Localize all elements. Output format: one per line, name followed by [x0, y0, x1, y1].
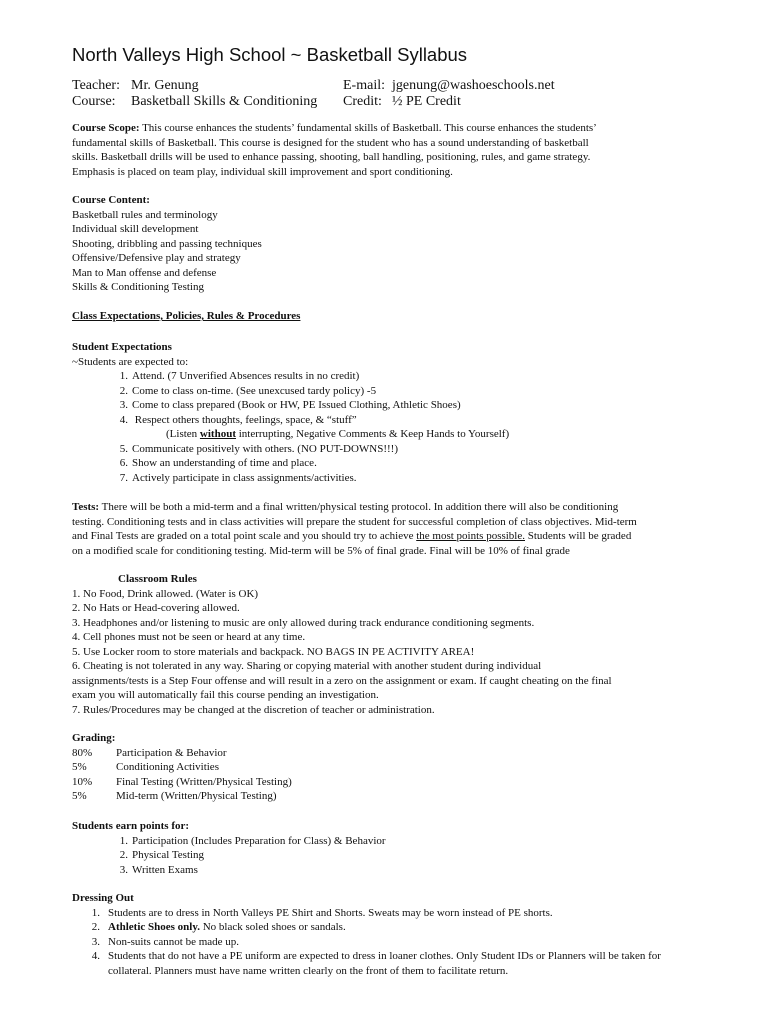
course-name: Basketball Skills & Conditioning — [131, 94, 318, 109]
expectation-item: 6. Show an understanding of time and place. — [119, 457, 317, 469]
expectation-item: 2. Come to class on-time. (See unexcused tardy policy) -5 — [119, 384, 377, 397]
course-content — [72, 193, 722, 295]
dressing-item-continued: collateral. Planners must have name written clearly on the front of them to facilitate return. — [108, 964, 509, 977]
grading-heading: Grading: — [72, 732, 116, 744]
rule-line: 4. Cell phones must not be seen or heard at any time. — [72, 631, 306, 643]
expectation-item: 1. Attend. (7 Unverified Absences results in no credit) — [119, 370, 360, 382]
course-label: Course: — [72, 94, 116, 109]
teacher-label: Teacher: — [72, 78, 120, 93]
rule-line: 2. No Hats or Head-covering allowed. — [72, 602, 240, 614]
course-scope — [72, 121, 722, 179]
content-item: Shooting, dribbling and passing techniques — [72, 237, 262, 250]
grading-row: 10% Final Testing (Written/Physical Testing) — [72, 775, 292, 788]
credit-value: ½ PE Credit — [392, 94, 461, 109]
grading-row: 5% Mid-term (Written/Physical Testing) — [72, 790, 277, 802]
dressing-item: 1. Students are to dress in North Valleys PE Shirt and Shorts. Sweats may be worn instead of PE shorts. — [91, 906, 553, 919]
content-item: Skills & Conditioning Testing — [72, 281, 204, 293]
grading-row: 5% Conditioning Activities — [72, 761, 219, 773]
content-item: Man to Man offense and defense — [72, 266, 217, 279]
rule-line: 1. No Food, Drink allowed. (Water is OK) — [72, 587, 259, 600]
dressing-out — [72, 891, 732, 978]
expectation-item: 7. Actively participate in class assignments/activities. — [119, 471, 357, 484]
classroom-rules — [72, 572, 722, 717]
tests-line: Tests: There will be both a mid-term and a final written/physical testing protocol. In addition there will also be conditioning — [72, 501, 619, 513]
points-item: 3. Written Exams — [119, 863, 198, 876]
rule-line: 5. Use Locker room to store materials and backpack. NO BAGS IN PE ACTIVITY AREA! — [72, 645, 475, 658]
page-title: North Valleys High School ~ Basketball Syllabus — [72, 44, 468, 65]
content-item: Individual skill development — [72, 223, 199, 235]
expectations-intro: ~Students are expected to: — [72, 355, 189, 368]
tests-heading: Tests: — [72, 501, 100, 513]
email-label: E-mail: — [343, 78, 385, 93]
rule-line: 3. Headphones and/or listening to music are only allowed during track endurance conditioning segments. — [72, 616, 535, 629]
teacher-name: Mr. Genung — [131, 78, 199, 93]
dressing-item: 4. Students that do not have a PE uniform are expected to dress in loaner clothes. Only Student IDs or Planners will be taken for — [91, 950, 661, 962]
content-heading: Course Content: — [72, 194, 150, 206]
dressing-item: 2. Athletic Shoes only. No black soled shoes or sandals. — [91, 921, 346, 933]
expectations-heading: Student Expectations — [72, 341, 172, 353]
rule-line: assignments/tests is a Step Four offense and will result in a zero on the assignment or exam. If caught cheating on the final — [72, 674, 612, 687]
scope-line: fundamental skills of Basketball. This course is designed for the student who has a sound understanding of basketball — [72, 136, 589, 149]
expectation-subnote: (Listen without interrupting, Negative Comments & Keep Hands to Yourself) — [166, 428, 510, 440]
dressing-heading: Dressing Out — [72, 892, 134, 904]
grading-section — [72, 731, 722, 804]
content-item: Offensive/Defensive play and strategy — [72, 252, 241, 264]
student-expectations — [72, 340, 722, 485]
credit-label: Credit: — [343, 94, 382, 109]
grading-row: 80% Participation & Behavior — [72, 746, 227, 759]
points-item: 1. Participation (Includes Preparation for Class) & Behavior — [119, 834, 386, 847]
rules-heading: Classroom Rules — [118, 573, 197, 585]
points-heading: Students earn points for: — [72, 820, 190, 832]
scope-line: Course Scope: This course enhances the students’ fundamental skills of Basketball. This course enhances the students’ — [72, 122, 597, 134]
points-section — [72, 819, 722, 877]
dressing-item: 3. Non-suits cannot be made up. — [91, 935, 240, 948]
tests-line: testing. Conditioning tests and in class activities will prepare the student for successful completion of class objectives. Mid-term — [72, 515, 637, 528]
tests-line: and Final Tests are graded on a total point scale and you should try to achieve the most points possible. Students will be graded — [72, 530, 632, 542]
scope-line: skills. Basketball drills will be used to enhance passing, shooting, ball handling, positioning, rules, and game strategy. — [72, 151, 591, 163]
expectation-item: 5. Communicate positively with others. (NO PUT-DOWNS!!!) — [119, 442, 399, 455]
scope-heading: Course Scope: — [72, 122, 140, 134]
rule-line: 6. Cheating is not tolerated in any way. Sharing or copying material with another student during individual — [72, 660, 542, 672]
points-item: 2. Physical Testing — [119, 849, 205, 861]
content-item: Basketball rules and terminology — [72, 208, 218, 221]
rule-line: exam you will automatically fail this course pending an investigation. — [72, 689, 379, 701]
expectation-item: 3. Come to class prepared (Book or HW, PE Issued Clothing, Athletic Shoes) — [119, 399, 461, 411]
policies-heading: Class Expectations, Policies, Rules & Procedures — [72, 310, 301, 322]
email-address[interactable]: jgenung@washoeschools.net — [392, 78, 555, 93]
expectation-item: 4. Respect others thoughts, feelings, space, & “stuff” — [119, 413, 357, 426]
scope-line: Emphasis is placed on team play, individual skill improvement and sport conditioning. — [72, 165, 453, 178]
rule-line: 7. Rules/Procedures may be changed at the discretion of teacher or administration. — [72, 703, 435, 716]
tests-section — [72, 500, 722, 558]
tests-line: on a modified scale for conditioning testing. Mid-term will be 5% of final grade. Final will be 10% of final grade — [72, 544, 570, 557]
policies-section — [72, 309, 722, 324]
